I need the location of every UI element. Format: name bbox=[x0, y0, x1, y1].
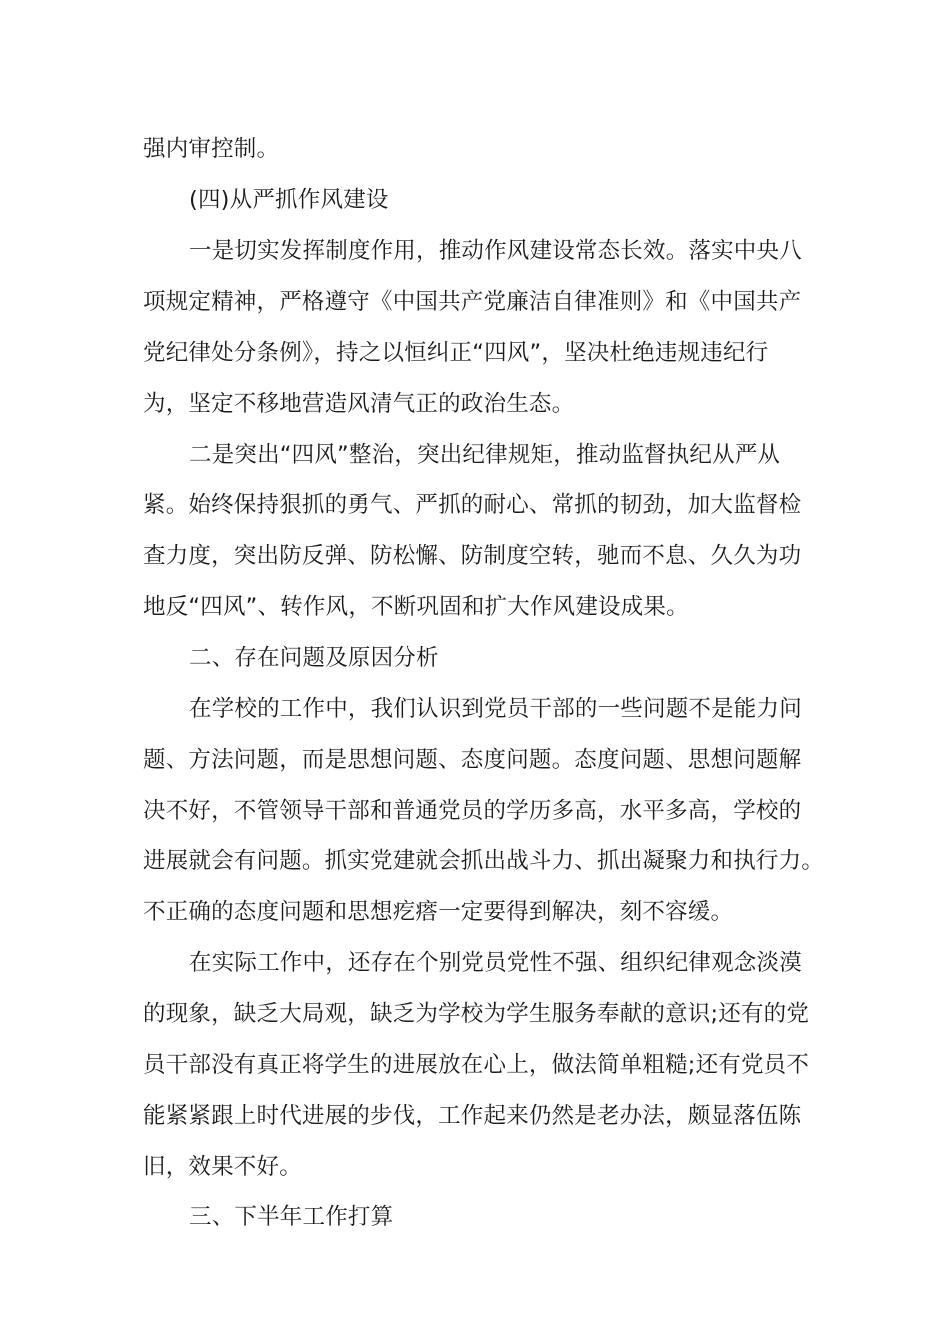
section-heading: 二、存在问题及原因分析 bbox=[189, 645, 439, 671]
text-line: 一是切实发挥制度作用，推动作风建设常态长效。落实中央八 bbox=[189, 238, 802, 264]
text-line: 查力度，突出防反弹、防松懈、防制度空转，驰而不息、久久为功 bbox=[143, 543, 802, 569]
text-line: 能紧紧跟上时代进展的步伐，工作起来仍然是老办法，颇显落伍陈 bbox=[143, 1103, 802, 1129]
text-line: 地反“四风”、转作风，不断巩固和扩大作风建设成果。 bbox=[143, 594, 689, 620]
text-line: 项规定精神，严格遵守《中国共产党廉洁自律准则》和《中国共产 bbox=[143, 289, 802, 315]
text-line: 的现象，缺乏大局观，缺乏为学校为学生服务奉献的意识;还有的党 bbox=[143, 1001, 810, 1027]
text-line: 党纪律处分条例》，持之以恒纠正“四风”，坚决杜绝违规违纪行 bbox=[143, 340, 769, 366]
text-line: 题、方法问题，而是思想问题、态度问题。态度问题、思想问题解 bbox=[143, 747, 802, 773]
text-line: 在实际工作中，还存在个别党员党性不强、组织纪律观念淡漠 bbox=[189, 950, 802, 976]
text-line: 进展就会有问题。抓实党建就会抓出战斗力、抓出凝聚力和执行力。 bbox=[143, 848, 825, 874]
text-line: 不正确的态度问题和思想疙瘩一定要得到解决，刻不容缓。 bbox=[143, 899, 734, 925]
text-line: 员干部没有真正将学生的进展放在心上，做法简单粗糙;还有党员不 bbox=[143, 1052, 810, 1078]
text-line: 旧，效果不好。 bbox=[143, 1154, 302, 1180]
text-line: 二是突出“四风”整治，突出纪律规矩，推动监督执纪从严从 bbox=[189, 442, 781, 468]
section-heading: 三、下半年工作打算 bbox=[189, 1204, 394, 1230]
text-line: 紧。始终保持狠抓的勇气、严抓的耐心、常抓的韧劲，加大监督检 bbox=[143, 492, 802, 518]
text-line: 强内审控制。 bbox=[143, 136, 280, 162]
text-line: 在学校的工作中，我们认识到党员干部的一些问题不是能力问 bbox=[189, 696, 802, 722]
text-line: 为，坚定不移地营造风清气正的政治生态。 bbox=[143, 391, 575, 417]
text-line: 决不好，不管领导干部和普通党员的学历多高，水平多高，学校的 bbox=[143, 798, 802, 824]
section-heading: (四)从严抓作风建设 bbox=[189, 187, 389, 213]
